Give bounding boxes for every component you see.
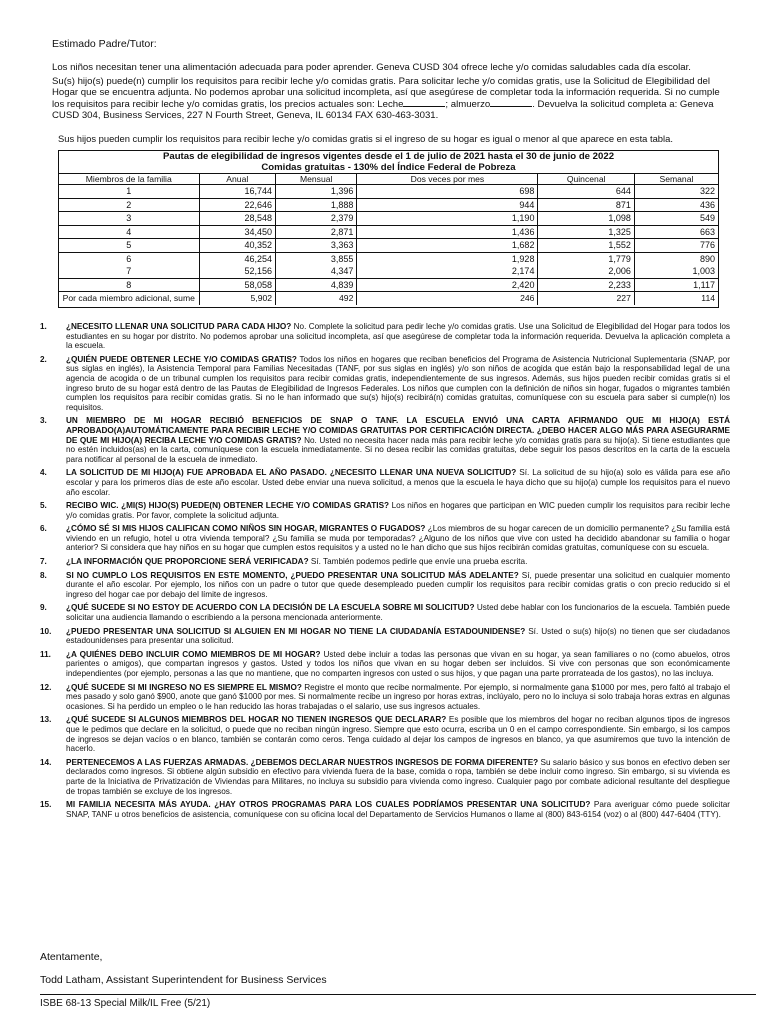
- intro-2c: . Devuelva la solicitud completa a: Geneva CUSD 304, Business Services, 227 N Fourth Street, Geneva, IL 60134 FAX 630-463-3031.: [52, 99, 714, 121]
- faq-item: [40, 800, 730, 819]
- faq-question: ¿PUEDO PRESENTAR UNA SOLICITUD SI ALGUIEN EN MI HOGAR NO TIENE LA CIUDADANÍA ESTADOUNIDENSE?: [66, 626, 526, 636]
- faq-item: [40, 571, 730, 600]
- faq-question: ¿QUIÉN PUEDE OBTENER LECHE Y/O COMIDAS GRATIS?: [66, 354, 297, 364]
- table-row: [59, 292, 718, 305]
- faq-number: 8.: [40, 570, 47, 580]
- table-cell: 34,450: [199, 225, 276, 239]
- table-cell: 58,058: [199, 278, 276, 292]
- table-header-row: [59, 174, 718, 185]
- faq-answer: ¿Los miembros de su hogar carecen de un domicilio permanente? ¿Su familia está viviendo en un refugio, hotel u otra vivienda temporal? ¿Su familia se muda por temporadas? ¿Alguno de los niños que vive con usted ha decidido abandonar su familia o hogar anterior? Si considera que hay niños en su hogar que cumplen estos requisitos y a usted no le han dicho que sus hijos recibirán comidas gratuitas, comuníquese con su escuela.: [66, 524, 730, 553]
- table-cell: 436: [634, 198, 718, 212]
- faq-question: ¿QUÉ SUCEDE SI MI INGRESO NO ES SIEMPRE EL MISMO?: [66, 682, 302, 692]
- table-cell: 16,744: [199, 185, 276, 199]
- table-cell: 3,363: [276, 239, 357, 253]
- table-cell: 1,190: [357, 212, 538, 226]
- table-cell: 2,233: [538, 278, 634, 292]
- faq-item: [40, 468, 730, 497]
- table-cell: 4,839: [276, 278, 357, 292]
- table-row: [59, 185, 718, 199]
- table-row: [59, 278, 718, 292]
- faq-item: [40, 715, 730, 753]
- table-cell: 549: [634, 212, 718, 226]
- table-cell: 5: [59, 239, 199, 253]
- faq-item: [40, 683, 730, 712]
- table-cell: 644: [538, 185, 634, 199]
- faq-question: ¿CÓMO SÉ SI MIS HIJOS CALIFICAN COMO NIÑOS SIN HOGAR, MIGRANTES O FUGADOS?: [66, 524, 426, 534]
- table-cell: 1,325: [538, 225, 634, 239]
- table-cell: 698: [357, 185, 538, 199]
- table-cell: 2,420: [357, 278, 538, 292]
- faq-item: [40, 758, 730, 796]
- table-cell: 2,006: [538, 265, 634, 278]
- table-cell: 2: [59, 198, 199, 212]
- table-row: [59, 239, 718, 253]
- faq-number: 2.: [40, 354, 47, 364]
- table-cell: 890: [699, 253, 715, 264]
- faq-item: [40, 322, 730, 351]
- table-header-cell: Quincenal: [538, 174, 634, 185]
- faq-answer: Los niños en hogares que participan en WIC pueden cumplir los requisitos para recibir leche y/o comidas gratis. Por favor, complete la solicitud adjunta.: [66, 501, 730, 520]
- intro-paragraph-2: [52, 77, 732, 121]
- table-row: [59, 212, 718, 226]
- faq-list: [40, 322, 730, 819]
- faq-item: [40, 650, 730, 679]
- table-cell: 40,352: [199, 239, 276, 253]
- faq-answer: Sí. También podemos pedirle que envíe una prueba escrita.: [308, 557, 528, 567]
- intro-paragraph-1: Los niños necesitan tener una alimentación adecuada para poder aprender. Geneva CUSD 304 ofrece leche y/o comidas saludables cada día escolar.: [52, 62, 691, 73]
- table-title: Pautas de elegibilidad de ingresos vigentes desde el 1 de julio de 2021 hasta el 30 de junio de 2022: [162, 151, 615, 162]
- table-cell: 2,379: [276, 212, 357, 226]
- faq-answer: Usted debe hablar con los funcionarios de la escuela. También puede solicitar una audiencia llamando o escribiendo a la persona mencionada anteriormente.: [66, 603, 730, 623]
- faq-item: [40, 524, 730, 553]
- faq-item: [40, 627, 730, 646]
- faq-question: PERTENECEMOS A LAS FUERZAS ARMADAS. ¿DEBEMOS DECLARAR NUESTROS INGRESOS DE FORMA DIFERENTE?: [66, 757, 539, 767]
- faq-number: 7.: [40, 557, 47, 567]
- faq-number: 6.: [40, 524, 47, 534]
- table-cell: 28,548: [199, 212, 276, 226]
- faq-answer: Su salario básico y sus bonos en efectivo deben ser declarados como ingresos. Si obtiene algún subsidio en efectivo para vivienda fuera de la base, comida o ropa, también se debe incluir como ingreso. Sin embargo, si su vivienda es parte de la Iniciativa de Privatización de Viviendas para Militares, no incluya su subsidio para vivienda como ingreso. Cualquier pago por combate adicional resultante del despliegue de tropas también se excluye de los ingresos.: [66, 757, 730, 796]
- faq-item: [40, 355, 730, 413]
- table-header-cell: Mensual: [276, 174, 357, 185]
- faq-item: [40, 603, 730, 622]
- table-cell: 944: [357, 198, 538, 212]
- table-cell: 1,779: [538, 252, 634, 265]
- table-row: [59, 265, 718, 278]
- table-cell: 776: [634, 239, 718, 253]
- income-table: [59, 173, 718, 305]
- faq-number: 10.: [40, 626, 52, 636]
- milk-price-blank: [403, 98, 445, 107]
- table-cell: 1,888: [276, 198, 357, 212]
- faq-answer: Usted debe incluir a todas las personas que vivan en su hogar, ya sean familiares o no (como abuelos, otros parientes o amigos), que compartan ingresos y gastos. Usted y todos los niños que vivan en su hogar deben ser incluidos. Si vive con personas que son económicamente independientes (por ejemplo, personas a las que no mantiene, que no comparten ingresos con usted o sus hijos, y que pagan una parte prorrateada de los gastos), no las incluya.: [66, 649, 730, 678]
- faq-number: 1.: [40, 322, 47, 331]
- income-eligibility-table: [58, 150, 719, 308]
- table-cell: 322: [634, 185, 718, 199]
- faq-answer: Todos los niños en hogares que reciban beneficios del Programa de Asistencia Nutricional Suplementaria (SNAP, por sus siglas en inglés), la Asistencia Temporal para Familias Necesitadas (TANF, por sus siglas en inglés) y/o son niños de acogida que están bajo la responsabilidad legal de una agencia de acogida o de un tribunal cumplen los requisitos para recibir comidas gratis, independientemente de sus ingresos. Además, sus hijos pueden recibir comidas gratis si el ingreso bruto de su hogar está dentro de las Pautas de Elegibilidad de Ingresos Federales. Los niños que cumplen con la definición de niños sin hogar, fugados o migrantes también cumplen los requisitos para recibir comidas gratis. Si no le han informado que su(s) hijo(s) recibirá(n) comidas gratuitas, comuníquese con su escuela para saber si cumple(n) los requisitos.: [66, 354, 730, 412]
- faq-item: [40, 416, 730, 464]
- table-cell: 6: [59, 252, 199, 265]
- table-cell: 8: [59, 278, 199, 292]
- faq-answer: No. Complete la solicitud para pedir leche y/o comidas gratis. Use una Solicitud de Elegibilidad del Hogar para todos los estudiantes en su hogar por distrito. No podemos aprobar una solicitud incompleta, así que asegúrese de completar toda la información requerida. Devuelva la aplicación completa a la escuela.: [66, 322, 730, 351]
- faq-number: 4.: [40, 468, 47, 478]
- intro-2b: ; almuerzo: [445, 99, 491, 111]
- faq-question: ¿A QUIÉNES DEBO INCLUIR COMO MIEMBROS DE MI HOGAR?: [66, 649, 321, 659]
- faq-question: UN MIEMBRO DE MI HOGAR RECIBIÓ BENEFICIOS DE SNAP O TANF. LA ESCUELA ENVIÓ UNA CARTA AFIRMANDO QUE MI HIJO(A) ESTÁ APROBADO(A)AUTOMÁTICAMENTE PARA RECIBIR LECHE Y/O COMIDAS GRATUITAS POR CERTIFICACIÓN DIRECTA. ¿DEBO HACER ALGO MÁS PARA ASEGURARME DE QUE MI HIJO(A) RECIBA LECHE Y/O COMIDAS GRATIS?: [66, 416, 730, 445]
- table-cell: 1,436: [357, 225, 538, 239]
- table-cell: 1,396: [276, 185, 357, 199]
- table-cell: 2,174: [357, 265, 538, 278]
- table-cell: 114: [701, 293, 715, 303]
- table-cell: 1,928: [357, 252, 538, 265]
- table-row: [59, 225, 718, 239]
- table-header-cell: Miembros de la familia: [59, 174, 199, 185]
- footer-divider: [40, 994, 756, 995]
- faq-answer: Es posible que los miembros del hogar no reciban algunos tipos de ingresos que le pedimos que declare en la solicitud, o puede que no reciban ningún ingreso. Siempre que esto ocurra, escriba un 0 en el campo correspondiente. Sin embargo, si los campos de ingresos se dejan vacíos o en blanco, también se contarán como ceros. Tenga cuidado al dejar los campos de ingresos en blanco, ya que asumiremos que tuvo la intención de hacerlo.: [66, 715, 730, 754]
- footer: ISBE 68-13 Special Milk/IL Free (5/21): [40, 998, 211, 1009]
- table-cell: 2,871: [276, 225, 357, 239]
- table-cell: 1: [59, 185, 199, 199]
- table-cell: 1,098: [538, 212, 634, 226]
- faq-answer: Sí. La solicitud de su hijo(a) solo es válida para ese año escolar y para los primeros días de este año escolar. Usted debe enviar una nueva solicitud, a menos que la escuela le haya dicho que su hijo(a) cumple los requisitos para el nuevo año escolar.: [66, 468, 731, 497]
- table-cell: 7: [59, 265, 199, 278]
- faq-number: 9.: [40, 603, 47, 613]
- table-cell: 492: [276, 292, 357, 305]
- faq-number: 13.: [40, 715, 52, 725]
- faq-number: 15.: [40, 800, 52, 810]
- table-cell: 46,254: [199, 252, 276, 265]
- table-subtitle: Comidas gratuitas - 130% del Índice Federal de Pobreza: [261, 162, 516, 173]
- faq-item: [40, 557, 730, 567]
- table-cell: 1,117: [634, 278, 718, 292]
- faq-question: ¿QUÉ SUCEDE SI ALGUNOS MIEMBROS DEL HOGAR NO TIENEN INGRESOS QUE DECLARAR?: [66, 715, 447, 725]
- faq-question: ¿LA INFORMACIÓN QUE PROPORCIONE SERÁ VERIFICADA?: [66, 557, 309, 567]
- table-cell: 1,682: [357, 239, 538, 253]
- faq-number: 5.: [40, 501, 47, 511]
- faq-answer: No. Usted no necesita hacer nada más para recibir leche y/o comidas gratis para su hijo(a). Si tiene estudiantes que no estén incluidos(as) en la carta, comuníquese con la escuela inmediatamente. Si no desea recibir las comidas gratuitas, debe seguir los pasos descritos en la carta de la escuela para notificar al personal de la escuela de inmediato.: [66, 435, 730, 464]
- table-row: [59, 198, 718, 212]
- table-cell: 3,855: [276, 252, 357, 265]
- faq-answer: Sí. Usted o su(s) hijo(s) no tienen que ser ciudadanos estadounidenses para presentar una solicitud.: [66, 626, 731, 646]
- lunch-price-blank: [490, 98, 532, 107]
- closing: Atentamente,: [40, 951, 103, 963]
- faq-question: SI NO CUMPLO LOS REQUISITOS EN ESTE MOMENTO, ¿PUEDO PRESENTAR UNA SOLICITUD MÁS ADELANTE?: [66, 570, 519, 580]
- table-cell: 871: [538, 198, 634, 212]
- table-cell: 246: [357, 292, 538, 305]
- faq-number: 14.: [40, 757, 52, 767]
- faq-question: MI FAMILIA NECESITA MÁS AYUDA. ¿HAY OTROS PROGRAMAS PARA LOS CUALES PODRÍAMOS PRESENTAR UNA SOLICITUD?: [66, 800, 591, 810]
- table-cell: 1,552: [538, 239, 634, 253]
- faq-answer: Para averiguar cómo puede solicitar SNAP, TANF u otros beneficios de asistencia, comuníquese con su oficina local del Departamento de Servicios Humanos o llame al (800) 843-6154 (voz) o al (800) 447-6404 (TTY).: [66, 800, 731, 819]
- faq-question: LA SOLICITUD DE MI HIJO(A) FUE APROBADA EL AÑO PASADO. ¿NECESITO LLENAR UNA NUEVA SOLICITUD?: [66, 468, 517, 478]
- table-header-cell: Semanal: [634, 174, 718, 185]
- table-row: [59, 252, 718, 265]
- faq-answer: Registre el monto que recibe normalmente. Por ejemplo, si normalmente gana $1000 por mes, pero faltó al trabajo el mes pasado y solo ganó $900, anote que ganó $1000 por mes. Si normalmente recibe un ingreso por horas extras, inclúyalo, pero no lo incluya si solo trabaja horas extras en algunas ocasiones. Si ha perdido un empleo o le han reducido las horas trabajadas o el salario, use sus ingresos actuales.: [66, 682, 731, 711]
- faq-number: 3.: [40, 416, 47, 426]
- faq-item: [40, 501, 730, 520]
- faq-answer: Sí, puede presentar una solicitud en cualquier momento durante el año escolar. Por ejemplo, los niños con un padre o tutor que quede desempleado pueden cumplir los requisitos para recibir comidas gratis o con precio reducido si el ingreso del hogar cae por debajo del límite de ingresos.: [66, 570, 730, 599]
- table-cell: 4: [59, 225, 199, 239]
- table-cell: 5,902: [199, 292, 276, 305]
- table-cell: 52,156: [199, 265, 276, 278]
- signer: Todd Latham, Assistant Superintendent for Business Services: [40, 974, 327, 986]
- table-cell: 227: [538, 292, 634, 305]
- faq-number: 11.: [40, 649, 51, 659]
- table-cell: 3: [59, 212, 199, 226]
- table-body: [59, 185, 718, 305]
- table-cell: 1,003: [634, 265, 718, 278]
- table-cell: Por cada miembro adicional, sume: [59, 292, 199, 305]
- intro-2a: Su(s) hijo(s) puede(n) cumplir los requisitos para recibir leche y/o comidas gratis. Para solicitar leche y/o comidas gratis, use la Solicitud de Elegibilidad del Hogar que se encuentra adjunta. No podemos aprobar una solicitud incompleta, así que asegúrese de completar toda la información requerida. Si no cumple los requisitos para recibir leche y/o comidas gratis, los precios actuales son: Leche: [52, 76, 720, 111]
- faq-question: ¿NECESITO LLENAR UNA SOLICITUD PARA CADA HIJO?: [66, 322, 292, 331]
- faq-question: ¿QUÉ SUCEDE SI NO ESTOY DE ACUERDO CON LA DECISIÓN DE LA ESCUELA SOBRE MI SOLICITUD?: [66, 603, 475, 613]
- table-header-cell: Dos veces por mes: [357, 174, 538, 185]
- faq-number: 12.: [40, 682, 52, 692]
- table-cell: 663: [634, 225, 718, 239]
- table-header-cell: Anual: [199, 174, 276, 185]
- greeting: Estimado Padre/Tutor:: [52, 38, 157, 50]
- faq-question: RECIBO WIC. ¿MI(S) HIJO(S) PUEDE(N) OBTENER LECHE Y/O COMIDAS GRATIS?: [66, 501, 390, 511]
- table-cell: 4,347: [276, 265, 357, 278]
- intro-paragraph-3: Sus hijos pueden cumplir los requisitos para recibir leche y/o comidas gratis si el ingreso de su hogar es igual o menor al que aparece en esta tabla.: [58, 133, 673, 144]
- table-cell: 22,646: [199, 198, 276, 212]
